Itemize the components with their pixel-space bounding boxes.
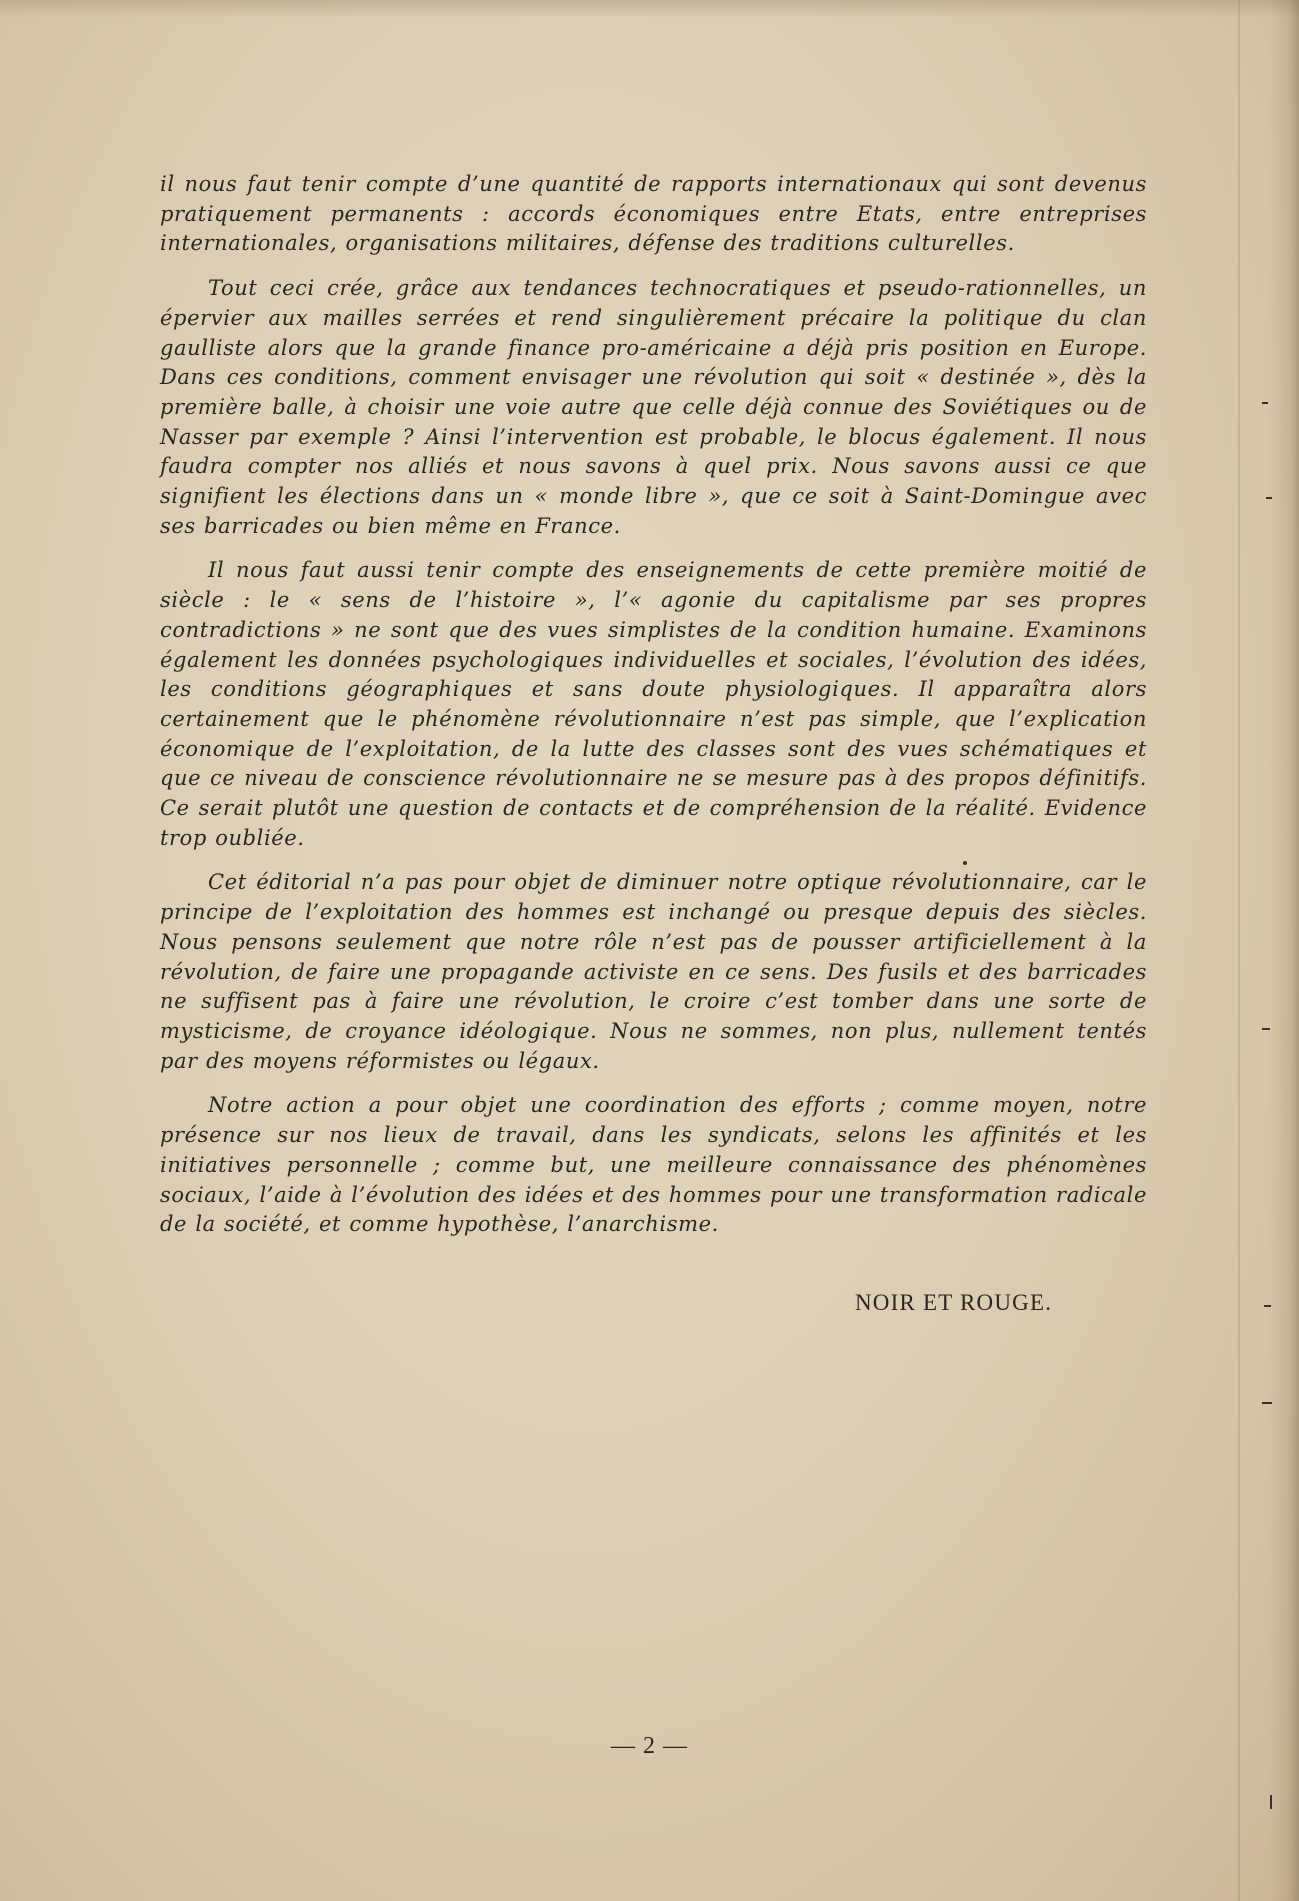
margin-mark	[1262, 1402, 1272, 1404]
margin-mark	[1262, 1028, 1270, 1030]
paper-crease	[1238, 0, 1240, 1901]
paragraph-4: Cet éditorial n’a pas pour objet de diminuer notre optique révolutionnaire, car le principe de l’exploitation des hommes est inchangé ou presque depuis des siècles. Nous pensons seulement que notre rôle n’est pas de pousser artificiellement à la révolution, de faire une propagande activiste en ce sens. Des fusils et des barricades ne suffisent pas à faire une révolution, le croire c’est tomber dans une sorte de mysticisme, de croyance idéologique. Nous ne sommes, non plus, nullement tentés par des moyens réformistes ou légaux.	[160, 870, 1147, 1073]
ink-dot	[963, 861, 967, 865]
page-top-shadow	[0, 0, 1299, 18]
paragraph-1: il nous faut tenir compte d’une quantité de rapports internationaux qui sont devenus pratiquement permanents : accords économiques entre Etats, entre entreprises internationales, organisations militaires, défense des traditions culturelles.	[160, 172, 1147, 256]
article-body	[160, 170, 1147, 1255]
page-number: — 2 —	[611, 1733, 688, 1759]
page-right-edge-shadow	[1269, 0, 1299, 1901]
margin-mark	[1266, 497, 1272, 499]
paragraph-3: Il nous faut aussi tenir compte des enseignements de cette première moitié de siècle : le « sens de l’histoire », l’« agonie du capitalisme par ses propres contradictions » ne sont que des vues simplistes de la condition humaine. Examinons également les données psychologiques individuelles et sociales, l’évolution des idées, les conditions géographiques et sans doute physiologiques. Il apparaîtra alors certainement que le phénomène révolutionnaire n’est pas simple, que l’explication économique de l’exploitation, de la lutte des classes sont des vues schématiques et que ce niveau de conscience révolutionnaire ne se mesure pas à des propos définitifs. Ce serait plutôt une question de contacts et de compréhension de la réalité. Evidence trop oubliée.	[160, 558, 1147, 850]
margin-mark	[1264, 1305, 1271, 1307]
paragraph-2: Tout ceci crée, grâce aux tendances technocratiques et pseudo-rationnelles, un épervier aux mailles serrées et rend singulièrement précaire la politique du clan gaulliste alors que la grande finance pro-américaine a déjà pris position en Europe. Dans ces conditions, comment envisager une révolution qui soit « destinée », dès la première balle, à choisir une voie autre que celle déjà connue des Soviétiques ou de Nasser par exemple ? Ainsi l’intervention est probable, le blocus également. Il nous faudra compter nos alliés et nous savons à quel prix. Nous savons aussi ce que signifient les élections dans un « monde libre », que ce soit à Saint-Domingue avec ses barricades ou bien même en France.	[160, 276, 1147, 538]
margin-mark	[1262, 402, 1268, 404]
signature: NOIR ET ROUGE.	[855, 1290, 1053, 1315]
paragraph-5: Notre action a pour objet une coordination des efforts ; comme moyen, notre présence sur nos lieux de travail, dans les syndicats, selons les affinités et les initiatives personnelle ; comme but, une meilleure connaissance des phénomènes sociaux, l’aide à l’évolution des idées et des hommes pour une transformation radicale de la société, et comme hypothèse, l’anarchisme.	[160, 1093, 1148, 1237]
margin-mark	[1270, 1795, 1272, 1809]
